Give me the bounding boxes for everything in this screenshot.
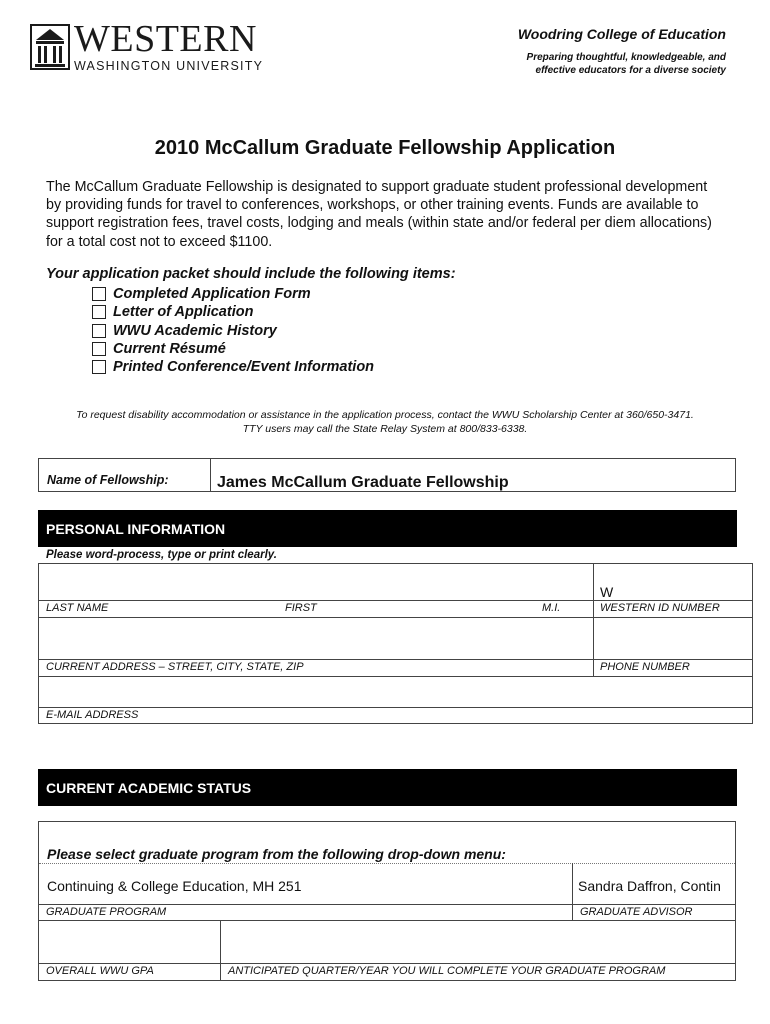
checkbox[interactable] <box>92 305 106 319</box>
divider <box>39 659 752 660</box>
email-label: E-MAIL ADDRESS <box>46 709 139 721</box>
address-field[interactable] <box>39 618 593 660</box>
logo-wordmark: WESTERN <box>74 18 257 60</box>
personal-info-grid <box>38 563 753 724</box>
divider <box>39 600 752 601</box>
divider <box>210 459 211 491</box>
divider <box>39 963 735 964</box>
divider <box>572 863 573 920</box>
checkbox[interactable] <box>92 360 106 374</box>
phone-label: PHONE NUMBER <box>600 661 690 673</box>
checklist-item: WWU Academic History <box>92 322 374 340</box>
divider <box>39 904 735 905</box>
email-field[interactable] <box>39 677 752 708</box>
divider <box>39 863 735 864</box>
checkbox[interactable] <box>92 342 106 356</box>
divider <box>593 564 594 676</box>
packet-checklist <box>92 285 374 376</box>
checklist-item: Current Résumé <box>92 340 374 358</box>
graduate-program-select[interactable]: Continuing & College Education, MH 251 <box>47 878 302 894</box>
completion-quarter-label: ANTICIPATED QUARTER/YEAR YOU WILL COMPLETE YOUR GRADUATE PROGRAM <box>228 965 666 977</box>
college-name: Woodring College of Education <box>517 26 726 42</box>
middle-initial-label: M.I. <box>542 602 561 614</box>
western-id-field[interactable] <box>593 564 752 600</box>
western-id-label: WESTERN ID NUMBER <box>600 602 720 614</box>
disability-notice: To request disability accommodation or assistance in the application process, contact the WWU Scholarship Center at 360/650-3471. TTY users may call the State Relay System at 800/833-6338. <box>76 409 694 435</box>
university-logo <box>30 18 280 74</box>
academic-status-header: CURRENT ACADEMIC STATUS <box>38 769 737 806</box>
phone-field[interactable] <box>593 618 752 660</box>
checklist-item: Letter of Application <box>92 303 374 321</box>
print-note: Please word-process, type or print clearly. <box>46 549 277 561</box>
logo-subtitle: WASHINGTON UNIVERSITY <box>74 59 264 73</box>
intro-paragraph: The McCallum Graduate Fellowship is designated to support graduate student professional development by providing funds for travel to conferences, workshops, or other training events. Funds are available to support registration fees, travel costs, lodging and meals (within state and/or federal per diem allocations) for a total cost not to exceed $1100. <box>46 179 712 250</box>
page-title: 2010 McCallum Graduate Fellowship Application <box>154 137 616 159</box>
name-field[interactable] <box>39 564 593 600</box>
checklist-item: Printed Conference/Event Information <box>92 358 374 376</box>
academic-status-grid <box>38 821 736 981</box>
address-label: CURRENT ADDRESS – STREET, CITY, STATE, ZIP <box>46 661 304 673</box>
college-block <box>518 26 726 77</box>
graduate-program-label: GRADUATE PROGRAM <box>46 906 167 918</box>
completion-quarter-field[interactable] <box>221 921 735 963</box>
checkbox[interactable] <box>92 324 106 338</box>
graduate-advisor-field[interactable]: Sandra Daffron, Contin <box>578 878 721 894</box>
dropdown-prompt: Please select graduate program from the following drop-down menu: <box>47 846 506 862</box>
personal-info-header: PERSONAL INFORMATION <box>38 510 737 547</box>
western-id-prefix: W <box>600 584 614 600</box>
college-tagline: Preparing thoughtful, knowledgeable, and effective educators for a diverse society <box>526 52 726 76</box>
packet-heading: Your application packet should include the following items: <box>46 266 456 282</box>
fellowship-label: Name of Fellowship: <box>47 473 169 487</box>
gpa-label: OVERALL WWU GPA <box>46 965 154 977</box>
graduate-advisor-label: GRADUATE ADVISOR <box>580 906 693 918</box>
checklist-item: Completed Application Form <box>92 285 374 303</box>
fellowship-name-row <box>38 458 736 492</box>
divider <box>39 707 752 708</box>
divider <box>220 920 221 980</box>
last-name-label: LAST NAME <box>46 602 109 614</box>
gpa-field[interactable] <box>39 921 220 963</box>
first-name-label: FIRST <box>285 602 317 614</box>
fellowship-name-field[interactable]: James McCallum Graduate Fellowship <box>217 474 509 491</box>
checkbox[interactable] <box>92 287 106 301</box>
building-emblem-icon <box>30 24 70 70</box>
